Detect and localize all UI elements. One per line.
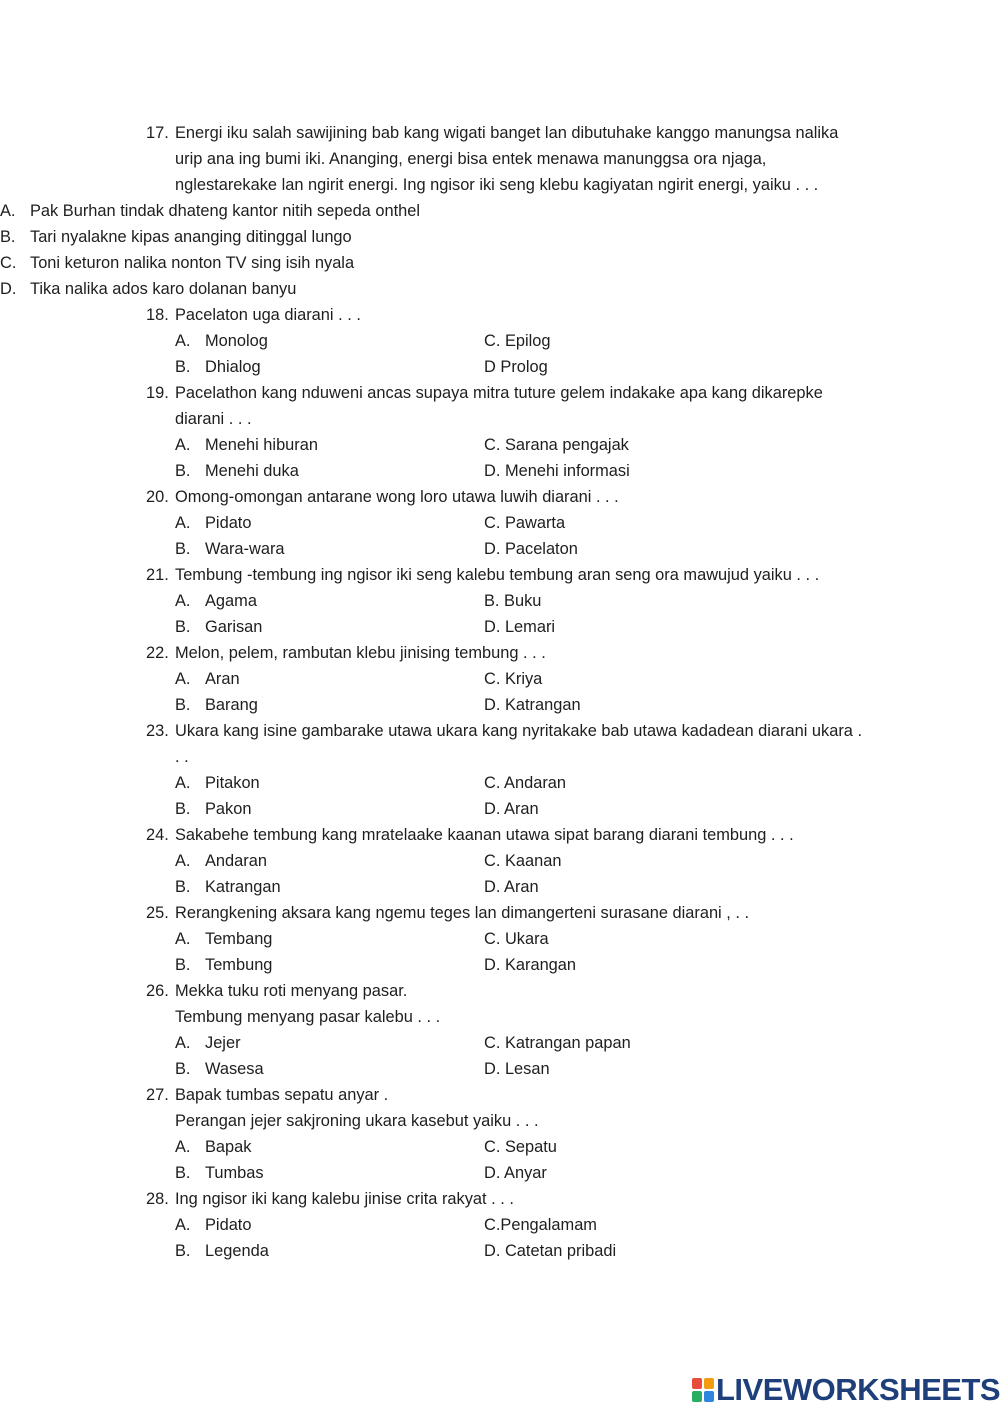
option-text: Monolog [205, 332, 268, 350]
option-b[interactable] [0, 224, 1000, 250]
question-text-line: Perangan jejer sakjroning ukara kasebut yaiku . . . [175, 1112, 539, 1130]
option-d[interactable] [484, 874, 539, 900]
option-d[interactable] [484, 458, 630, 484]
option-c[interactable] [484, 770, 566, 796]
question-25 [0, 900, 885, 926]
option-c[interactable] [484, 666, 542, 692]
option-a[interactable] [175, 770, 260, 796]
option-letter: B. [175, 540, 191, 558]
option-text: D. Katrangan [484, 696, 581, 714]
option-letter: B. [175, 1242, 191, 1260]
option-b[interactable] [175, 458, 299, 484]
question-text-line: Pacelaton uga diarani . . . [175, 306, 361, 324]
question-17 [0, 120, 885, 198]
question-21 [0, 562, 885, 588]
option-text: D. Aran [484, 878, 539, 896]
question-number: 25. [146, 904, 169, 922]
option-d[interactable] [484, 1056, 550, 1082]
question-number: 17. [146, 124, 169, 142]
options-grid [0, 666, 1000, 718]
option-text: C. Katrangan papan [484, 1034, 631, 1052]
option-text: C. Pawarta [484, 514, 566, 532]
options-grid [0, 1030, 1000, 1082]
option-b[interactable] [175, 1238, 269, 1264]
question-text-line: Tembung menyang pasar kalebu . . . [175, 1008, 441, 1026]
option-letter: A. [0, 202, 16, 220]
option-letter: A. [175, 852, 191, 870]
option-text: Menehi hiburan [205, 436, 318, 454]
option-text: Legenda [205, 1242, 269, 1260]
option-letter: B. [0, 228, 16, 246]
options-grid [0, 1134, 1000, 1186]
option-text: Toni keturon nalika nonton TV sing isih nyala [30, 254, 355, 272]
option-letter: A. [175, 436, 191, 454]
question-text-line: Ukara kang isine gambarake utawa ukara kang nyritakake bab utawa kadadean diarani ukara . [175, 722, 863, 740]
options-grid [0, 510, 1000, 562]
option-c[interactable] [484, 848, 561, 874]
question-20 [0, 484, 885, 510]
question-text-line: Omong-omongan antarane wong loro utawa luwih diarani . . . [175, 488, 619, 506]
option-d[interactable] [484, 1238, 616, 1264]
option-text: Pitakon [205, 774, 260, 792]
option-letter: B. [175, 878, 191, 896]
question-text-line: Melon, pelem, rambutan klebu jinising tembung . . . [175, 644, 546, 662]
question-22 [0, 640, 885, 666]
option-b[interactable] [175, 614, 262, 640]
option-text: Garisan [205, 618, 263, 636]
question-text-line: Energi iku salah sawijining bab kang wigati banget lan dibutuhake kanggo manungsa nalika [175, 124, 839, 142]
question-text-line: Ing ngisor iki kang kalebu jinise crita rakyat . . . [175, 1190, 514, 1208]
option-text: C.Pengalamam [484, 1216, 597, 1234]
option-a[interactable] [175, 1134, 251, 1160]
question-number: 20. [146, 488, 169, 506]
options-grid [0, 588, 1000, 640]
option-text: Andaran [205, 852, 267, 870]
option-a[interactable] [175, 328, 268, 354]
option-text: C. Sarana pengajak [484, 436, 629, 454]
option-text: D Prolog [484, 358, 548, 376]
option-a[interactable] [175, 588, 257, 614]
option-text: Wara-wara [205, 540, 285, 558]
option-c[interactable] [0, 250, 1000, 276]
question-text-line: Rerangkening aksara kang ngemu teges lan dimangerteni surasane diarani , . . [175, 904, 750, 922]
option-text: Tembung [205, 956, 273, 974]
option-letter: B. [175, 1060, 191, 1078]
option-text: C. Ukara [484, 930, 549, 948]
option-letter: A. [175, 514, 191, 532]
option-a[interactable] [175, 510, 251, 536]
option-text: Tembang [205, 930, 273, 948]
option-b[interactable] [175, 952, 272, 978]
option-text: D. Pacelaton [484, 540, 578, 558]
option-d[interactable] [0, 276, 1000, 302]
question-text-line: nglestarekake lan ngirit energi. Ing ngisor iki seng klebu kagiyatan ngirit energi, yaiku . . . [175, 176, 819, 194]
question-24 [0, 822, 885, 848]
option-c[interactable] [484, 926, 549, 952]
question-text-line: urip ana ing bumi iki. Ananging, energi bisa entek menawa manunggsa ora njaga, [175, 150, 767, 168]
option-letter: B. [175, 358, 191, 376]
option-text: C. Kaanan [484, 852, 562, 870]
question-number: 18. [146, 306, 169, 324]
option-d[interactable] [484, 692, 581, 718]
option-c[interactable] [484, 510, 565, 536]
option-b[interactable] [175, 1160, 264, 1186]
option-letter: A. [175, 592, 191, 610]
option-text: Agama [205, 592, 257, 610]
option-b[interactable] [175, 536, 285, 562]
option-c[interactable] [484, 1134, 557, 1160]
question-number: 22. [146, 644, 169, 662]
option-text: C. Epilog [484, 332, 551, 350]
question-28 [0, 1186, 885, 1212]
question-number: 26. [146, 982, 169, 1000]
option-text: Wasesa [205, 1060, 264, 1078]
options-grid [0, 432, 1000, 484]
option-letter: A. [175, 1034, 191, 1052]
option-a[interactable] [0, 198, 1000, 224]
question-19 [0, 380, 885, 432]
option-text: Pak Burhan tindak dhateng kantor nitih sepeda onthel [30, 202, 421, 220]
option-text: Bapak [205, 1138, 252, 1156]
option-d[interactable] [484, 354, 548, 380]
liveworksheets-brand[interactable] [692, 1372, 1000, 1407]
options-grid [0, 848, 1000, 900]
option-b[interactable] [175, 796, 251, 822]
question-text-line: Bapak tumbas sepatu anyar . [175, 1086, 389, 1104]
option-letter: B. [175, 696, 191, 714]
liveworksheets-logo-icon [692, 1378, 714, 1402]
option-letter: A. [175, 1216, 191, 1234]
brand-text: LIVEWORKSHEETS [716, 1372, 1000, 1407]
options-grid [0, 1212, 1000, 1264]
question-text-line: Pacelathon kang nduweni ancas supaya mitra tuture gelem indakake apa kang dikarepke [175, 384, 823, 402]
option-text: Katrangan [205, 878, 281, 896]
option-text: Jejer [205, 1034, 241, 1052]
option-c[interactable] [484, 1212, 597, 1238]
option-letter: C. [0, 254, 17, 272]
option-a[interactable] [175, 926, 272, 952]
question-number: 28. [146, 1190, 169, 1208]
option-a[interactable] [175, 1212, 251, 1238]
option-text: Aran [205, 670, 240, 688]
option-a[interactable] [175, 1030, 241, 1056]
question-23 [0, 718, 885, 770]
option-text: D. Menehi informasi [484, 462, 630, 480]
option-b[interactable] [175, 354, 261, 380]
question-26 [0, 978, 885, 1030]
question-18 [0, 302, 885, 328]
option-letter: D. [0, 280, 17, 298]
option-c[interactable] [484, 328, 551, 354]
question-number: 19. [146, 384, 169, 402]
option-text: Dhialog [205, 358, 261, 376]
question-27 [0, 1082, 885, 1134]
question-text-line: Tembung -tembung ing ngisor iki seng kalebu tembung aran seng ora mawujud yaiku . . . [175, 566, 820, 584]
question-text-line: Sakabehe tembung kang mratelaake kaanan utawa sipat barang diarani tembung . . . [175, 826, 794, 844]
option-a[interactable] [175, 432, 318, 458]
option-text: D. Catetan pribadi [484, 1242, 617, 1260]
option-d[interactable] [484, 536, 578, 562]
option-text: Menehi duka [205, 462, 299, 480]
option-b-right[interactable] [484, 588, 541, 614]
option-text: B. Buku [484, 592, 542, 610]
options-grid [0, 926, 1000, 978]
option-letter: A. [175, 930, 191, 948]
option-text: Pakon [205, 800, 252, 818]
option-text: D. Anyar [484, 1164, 547, 1182]
question-number: 27. [146, 1086, 169, 1104]
option-text: C. Kriya [484, 670, 543, 688]
option-text: Barang [205, 696, 258, 714]
option-letter: A. [175, 1138, 191, 1156]
option-text: D. Aran [484, 800, 539, 818]
option-text: Tika nalika ados karo dolanan banyu [30, 280, 297, 298]
option-text: Pidato [205, 514, 252, 532]
option-c[interactable] [484, 1030, 631, 1056]
option-d[interactable] [484, 614, 555, 640]
option-letter: B. [175, 956, 191, 974]
option-d[interactable] [484, 1160, 547, 1186]
option-letter: B. [175, 618, 191, 636]
question-text-line: . . [175, 748, 189, 766]
option-letter: A. [175, 774, 191, 792]
option-text: D. Lemari [484, 618, 556, 636]
option-letter: A. [175, 332, 191, 350]
question-number: 23. [146, 722, 169, 740]
question-text-line: diarani . . . [175, 410, 252, 428]
option-text: D. Karangan [484, 956, 577, 974]
option-b[interactable] [175, 874, 281, 900]
question-text-line: Mekka tuku roti menyang pasar. [175, 982, 408, 1000]
option-text: Pidato [205, 1216, 252, 1234]
option-a[interactable] [175, 848, 267, 874]
option-text: D. Lesan [484, 1060, 550, 1078]
option-text: Tari nyalakne kipas ananging ditinggal lungo [30, 228, 352, 246]
option-a[interactable] [175, 666, 240, 692]
option-b[interactable] [175, 692, 258, 718]
option-letter: B. [175, 462, 191, 480]
options-grid [0, 328, 1000, 380]
option-b[interactable] [175, 1056, 264, 1082]
option-text: Tumbas [205, 1164, 264, 1182]
question-number: 24. [146, 826, 169, 844]
option-d[interactable] [484, 796, 539, 822]
option-letter: A. [175, 670, 191, 688]
option-text: C. Sepatu [484, 1138, 557, 1156]
option-c[interactable] [484, 432, 629, 458]
worksheet [0, 120, 1000, 1264]
option-letter: B. [175, 800, 191, 818]
options-grid [0, 770, 1000, 822]
option-d[interactable] [484, 952, 576, 978]
option-text: C. Andaran [484, 774, 567, 792]
option-letter: B. [175, 1164, 191, 1182]
question-number: 21. [146, 566, 169, 584]
